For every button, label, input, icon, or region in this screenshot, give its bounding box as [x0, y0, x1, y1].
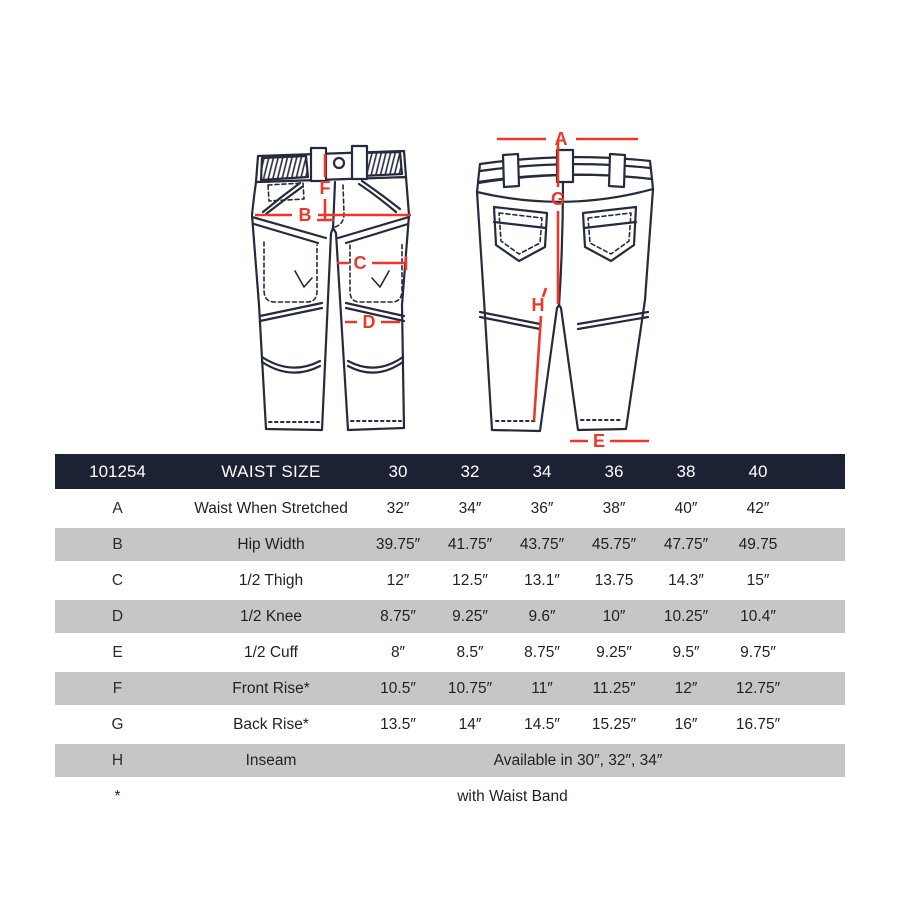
- value-cell: 8″: [362, 636, 434, 672]
- spacer-cell: [794, 528, 845, 564]
- table-row-e: [55, 636, 845, 672]
- spacer-cell: [794, 492, 845, 528]
- value-cell: 10.75″: [434, 672, 506, 708]
- spacer-cell: [794, 672, 845, 708]
- value-cell: 8.5″: [434, 636, 506, 672]
- value-cell: 10″: [578, 600, 650, 636]
- spacer-cell: [794, 454, 845, 492]
- spacer-cell: [794, 636, 845, 672]
- value-cell: 10.25″: [650, 600, 722, 636]
- measure-label-g: G: [550, 189, 566, 209]
- value-cell: 13.5″: [362, 708, 434, 744]
- value-cell: 43.75″: [506, 528, 578, 564]
- row-key: F: [55, 672, 180, 708]
- value-cell: 40″: [650, 492, 722, 528]
- value-cell: 11.25″: [578, 672, 650, 708]
- pants-front-view: [252, 146, 409, 430]
- value-cell: 32″: [362, 492, 434, 528]
- measure-label-b: B: [298, 205, 312, 225]
- value-cell: 9.25″: [578, 636, 650, 672]
- size-table: [55, 454, 845, 816]
- row-label: Inseam: [180, 744, 362, 780]
- size-header-cell: 38: [650, 454, 722, 492]
- waist-button: [334, 158, 344, 168]
- elastic-panel-left: [261, 156, 308, 180]
- value-cell: 12.5″: [434, 564, 506, 600]
- value-cell: 9.75″: [722, 636, 794, 672]
- size-header-cell: 34: [506, 454, 578, 492]
- measure-label-h: H: [531, 295, 545, 315]
- size-header-cell: 32: [434, 454, 506, 492]
- value-cell: 12″: [362, 564, 434, 600]
- measure-label-f: F: [319, 178, 331, 198]
- value-cell: 14.5″: [506, 708, 578, 744]
- size-header-cell: 40: [722, 454, 794, 492]
- product-code: 101254: [55, 454, 180, 492]
- footnote-label: with Waist Band: [180, 780, 845, 816]
- row-key: D: [55, 600, 180, 636]
- row-key: A: [55, 492, 180, 528]
- table-row-b: [55, 528, 845, 564]
- row-key: B: [55, 528, 180, 564]
- measure-label-c: C: [353, 253, 367, 273]
- row-label: Waist When Stretched: [180, 492, 362, 528]
- value-cell: 9.5″: [650, 636, 722, 672]
- row-label: Front Rise*: [180, 672, 362, 708]
- table-row-f: [55, 672, 845, 708]
- table-row-a: [55, 492, 845, 528]
- value-cell: 12″: [650, 672, 722, 708]
- value-cell: 15″: [722, 564, 794, 600]
- value-cell: 12.75″: [722, 672, 794, 708]
- spacer-cell: [794, 564, 845, 600]
- value-cell: 16.75″: [722, 708, 794, 744]
- measure-label-a: A: [554, 129, 568, 149]
- value-cell: 13.75: [578, 564, 650, 600]
- value-cell: 47.75″: [650, 528, 722, 564]
- table-title: WAIST SIZE: [180, 454, 362, 492]
- value-cell: 42″: [722, 492, 794, 528]
- value-cell: 13.1″: [506, 564, 578, 600]
- measure-label-e: E: [592, 431, 606, 451]
- table-row-g: [55, 708, 845, 744]
- value-cell: 16″: [650, 708, 722, 744]
- footnote-key: *: [55, 780, 180, 816]
- value-cell: 38″: [578, 492, 650, 528]
- row-label: 1/2 Thigh: [180, 564, 362, 600]
- value-cell: 34″: [434, 492, 506, 528]
- value-cell: 10.5″: [362, 672, 434, 708]
- value-cell: 9.6″: [506, 600, 578, 636]
- row-label: Back Rise*: [180, 708, 362, 744]
- value-cell: 15.25″: [578, 708, 650, 744]
- table-row-d: [55, 600, 845, 636]
- measure-label-d: D: [362, 312, 376, 332]
- table-header-row: [55, 454, 845, 492]
- row-key: C: [55, 564, 180, 600]
- value-cell: 8.75″: [506, 636, 578, 672]
- value-cell: 39.75″: [362, 528, 434, 564]
- value-cell: 41.75″: [434, 528, 506, 564]
- row-key: H: [55, 744, 180, 780]
- table-row-footnote: [55, 780, 845, 816]
- value-cell: 11″: [506, 672, 578, 708]
- table-row-c: [55, 564, 845, 600]
- row-label: Hip Width: [180, 528, 362, 564]
- value-cell: 14.3″: [650, 564, 722, 600]
- size-header-cell: 30: [362, 454, 434, 492]
- value-cell: 10.4″: [722, 600, 794, 636]
- value-cell: 9.25″: [434, 600, 506, 636]
- inseam-note: Available in 30″, 32″, 34″: [362, 744, 794, 780]
- value-cell: 49.75: [722, 528, 794, 564]
- value-cell: 36″: [506, 492, 578, 528]
- row-key: E: [55, 636, 180, 672]
- value-cell: 45.75″: [578, 528, 650, 564]
- row-label: 1/2 Cuff: [180, 636, 362, 672]
- cuff-hem-stitch: [269, 421, 401, 422]
- spacer-cell: [794, 744, 845, 780]
- size-header-cell: 36: [578, 454, 650, 492]
- value-cell: 14″: [434, 708, 506, 744]
- row-key: G: [55, 708, 180, 744]
- row-label: 1/2 Knee: [180, 600, 362, 636]
- spacer-cell: [794, 708, 845, 744]
- spacer-cell: [794, 600, 845, 636]
- value-cell: 8.75″: [362, 600, 434, 636]
- table-row-h: [55, 744, 845, 780]
